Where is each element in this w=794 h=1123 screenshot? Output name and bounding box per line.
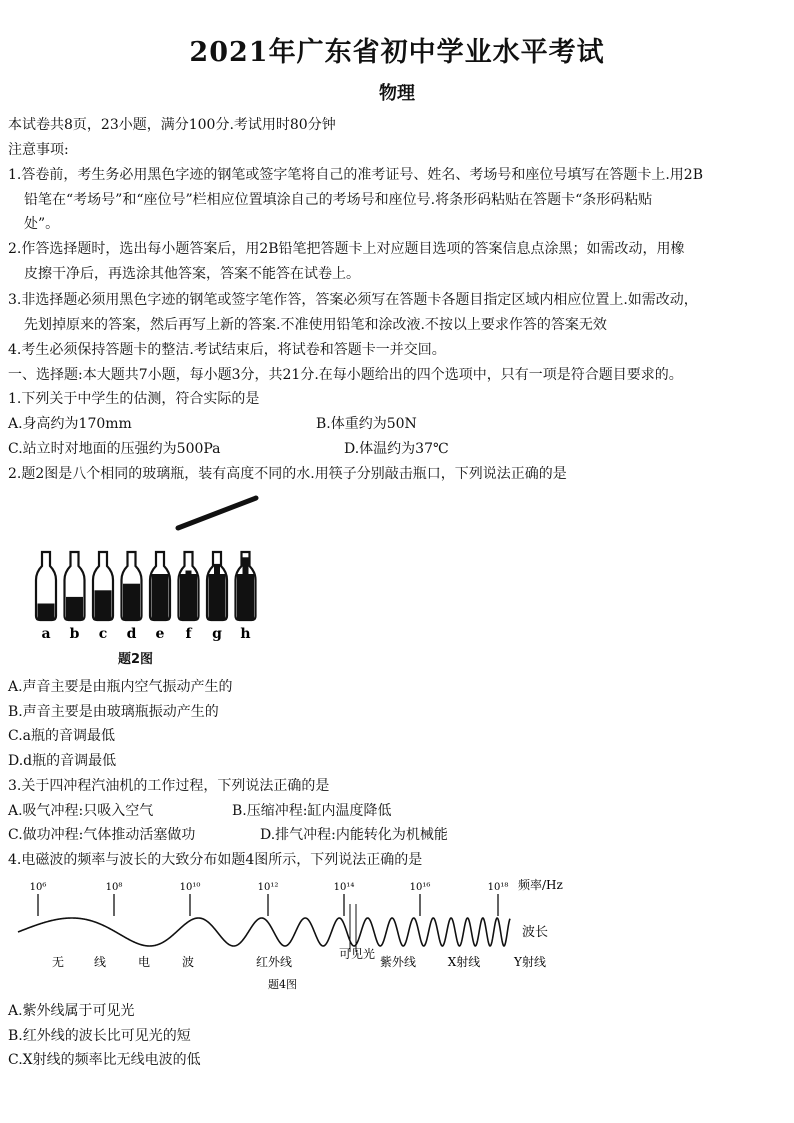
spectrum-band-7: X射线	[447, 955, 481, 969]
bottle-water-a	[38, 604, 55, 620]
bottle-water-b	[66, 597, 83, 619]
spectrum-band-5: 可见光	[338, 947, 376, 961]
q3-stem: 3.关于四冲程汽油机的工作过程，下列说法正确的是	[8, 778, 330, 794]
bottle-water-body-f	[180, 574, 197, 619]
bottle-water-body-h	[237, 574, 254, 619]
bottle-label-h: h	[240, 626, 251, 642]
frequency-tick-3: 10¹²	[257, 882, 279, 893]
frequency-tick-6: 10¹⁸	[487, 882, 509, 893]
q3-option-d: D.排气冲程:内能转化为机械能	[260, 827, 448, 843]
note-3-line-1: 3.非选择题必须用黑色字迹的钢笔或签字笔作答，答案必须写在答题卡各题目指定区域内相应位置上.如需改动，	[8, 292, 698, 308]
spectrum-band-8: Y射线	[514, 955, 546, 969]
note-3-line-2: 先划掉原来的答案，然后再写上新的答案.不准使用铅笔和涂改液.不按以上要求作答的答案无效	[24, 317, 607, 333]
chopstick	[178, 498, 256, 528]
bottle-label-c: c	[98, 626, 108, 642]
q4-option-a: A.紫外线属于可见光	[8, 1003, 135, 1019]
note-1-line-3: 处”。	[24, 216, 60, 232]
note-1-line-2: 铅笔在“考场号”和“座位号”栏相应位置填涂自己的考场号和座位号.将条形码粘贴在答题卡“条形码粘贴	[24, 192, 653, 208]
note-2-line-2: 皮擦干净后，再选涂其他答案，答案不能答在试卷上。	[24, 266, 360, 282]
spectrum-band-2: 电	[137, 955, 151, 969]
q1-option-d: D.体温约为37℃	[344, 441, 449, 457]
q2-option-c: C.a瓶的音调最低	[8, 728, 116, 744]
bottle-label-b: b	[69, 626, 80, 642]
q3-option-c: C.做功冲程:气体推动活塞做功	[8, 827, 196, 843]
spectrum-band-4: 红外线	[255, 955, 293, 969]
spectrum-band-1: 线	[93, 955, 107, 969]
spectrum-band-0: 无	[51, 955, 65, 969]
bottles-figure	[30, 490, 280, 670]
note-1-line-1: 1.答卷前，考生务必用黑色字迹的钢笔或签字笔将自己的准考证号、姓名、考场号和座位号填写在答题卡上.用2B	[8, 167, 704, 183]
exam-summary: 本试卷共8页，23小题，满分100分.考试用时80分钟	[8, 117, 336, 133]
q1-option-b: B.体重约为50N	[316, 416, 417, 432]
bottle-label-e: e	[155, 626, 165, 642]
q4-option-c: C.X射线的频率比无线电波的低	[8, 1052, 201, 1068]
frequency-tick-5: 10¹⁶	[409, 882, 431, 893]
notice-title: 注意事项:	[8, 142, 69, 158]
q2-stem: 2.题2图是八个相同的玻璃瓶，装有高度不同的水.用筷子分别敲击瓶口，下列说法正确的是	[8, 466, 567, 482]
q4-option-b: B.红外线的波长比可见光的短	[8, 1028, 191, 1044]
bottle-water-body-e	[152, 574, 169, 619]
frequency-tick-0: 10⁶	[29, 882, 47, 893]
bottle-label-f: f	[185, 626, 192, 642]
section-1-heading: 一、选择题:本大题共7小题，每小题3分，共21分.在每小题给出的四个选项中，只有一项是符合题目要求的。	[8, 367, 683, 383]
bottle-water-c	[95, 590, 112, 619]
q2-option-b: B.声音主要是由玻璃瓶振动产生的	[8, 704, 219, 720]
figure-2-caption: 题2图	[118, 652, 154, 667]
q4-stem: 4.电磁波的频率与波长的大致分布如题4图所示，下列说法正确的是	[8, 852, 423, 868]
note-2-line-1: 2.作答选择题时，选出每小题答案后，用2B铅笔把答题卡上对应题目选项的答案信息点涂黑；如需改动，用橡	[8, 241, 685, 257]
bottle-label-a: a	[41, 626, 51, 642]
frequency-tick-1: 10⁸	[105, 882, 123, 893]
spectrum-figure	[0, 874, 794, 1000]
subject-title: 物理	[379, 83, 415, 104]
note-4: 4.考生必须保持答题卡的整洁.考试结束后，将试卷和答题卡一并交回。	[8, 342, 446, 358]
q2-option-d: D.d瓶的音调最低	[8, 753, 117, 769]
q1-option-a: A.身高约为170mm	[8, 416, 132, 432]
q2-option-a: A.声音主要是由瓶内空气振动产生的	[8, 679, 233, 695]
figure-4-caption: 题4图	[268, 978, 297, 991]
q1-stem: 1.下列关于中学生的估测，符合实际的是	[8, 391, 260, 407]
bottle-water-d	[123, 584, 140, 619]
bottle-label-g: g	[212, 626, 222, 642]
frequency-tick-4: 10¹⁴	[333, 882, 355, 893]
wave-curve	[18, 918, 510, 946]
q3-option-b: B.压缩冲程:缸内温度降低	[232, 803, 392, 819]
q1-option-c: C.站立时对地面的压强约为500Pa	[8, 441, 221, 457]
spectrum-band-3: 波	[181, 955, 195, 969]
q3-option-a: A.吸气冲程:只吸入空气	[8, 803, 154, 819]
wavelength-label: 波长	[522, 925, 549, 940]
frequency-tick-2: 10¹⁰	[179, 882, 201, 893]
bottle-label-d: d	[126, 626, 137, 642]
frequency-axis-label: 频率/Hz	[518, 878, 563, 892]
exam-title: 2021年广东省初中学业水平考试	[189, 37, 605, 68]
bottle-water-body-g	[209, 574, 226, 619]
spectrum-band-6: 紫外线	[379, 955, 417, 969]
